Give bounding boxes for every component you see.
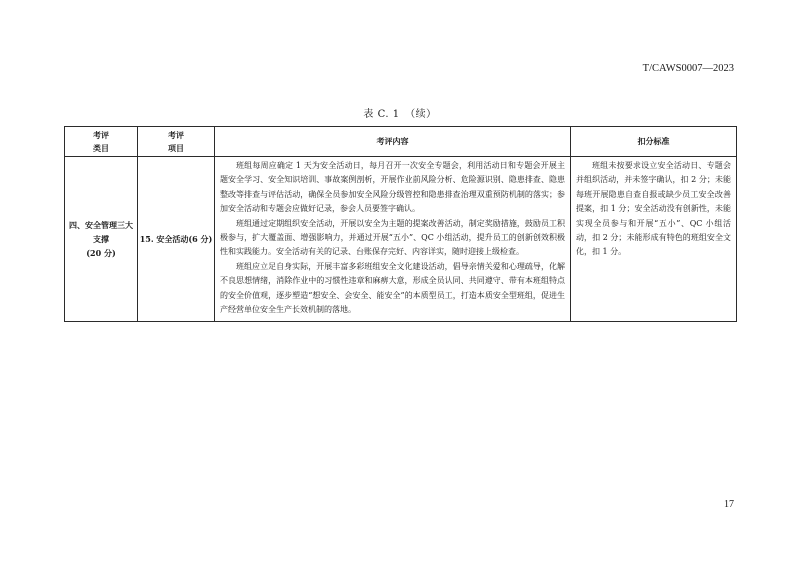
table-row: [65, 157, 737, 322]
deduction-text: 班组未按要求设立安全活动日、专题会并组织活动，并未签字确认，扣 2 分；未能每班开展隐患自查自报或缺少员工安全改善提案，扣 1 分；安全活动没有创新性，未能实现全员参与和开展“五小”、QC 小组活动，扣 2 分；未能形成有特色的班组安全文化，扣 1 分。: [576, 161, 731, 257]
column-header-item-line1: 考评: [168, 129, 184, 140]
evaluation-table: [64, 126, 737, 322]
table-caption: 表 C. 1 （续）: [363, 109, 437, 120]
column-header-item-line2: 项目: [168, 142, 184, 153]
category-cell: [65, 157, 138, 322]
category-line1: 四、安全管理三大: [69, 219, 133, 230]
column-header-deduction: 扣分标准: [571, 127, 737, 157]
content-paragraph-2: 班组通过定期组织安全活动，开展以安全为主题的提案改善活动，制定奖励措施，鼓励员工积极参与，扩大覆盖面、增强影响力，并通过开展“五小”、QC 小组活动，提升员工的创新创效积极性和实践能力。安全活动有关的记录、台账保存完好、内容详实，随时迎接上级检查。: [220, 218, 565, 257]
category-line2: 支撑: [93, 234, 109, 245]
document-code: T/CAWS0007—2023: [642, 63, 734, 74]
page-number: 17: [724, 499, 734, 510]
content-paragraph-1: 班组每周应确定 1 天为安全活动日，每月召开一次安全专题会，利用活动日和专题会开展主题安全学习、安全知识培训、事故案例剖析，开展作业前风险分析、危险源识别、隐患排查、隐患整改等排查与评估活动，确保全员参加安全风险分级管控和隐患排查治理双重预防机制的落实；参加安全活动和专题会应做好记录，参会人员要签字确认。: [220, 161, 565, 214]
content-paragraph-3: 班组应立足自身实际，开展丰富多彩班组安全文化建设活动，倡导亲情关爱和心理疏导，化解不良思想情绪，消除作业中的习惯性违章和麻痹大意，形成全员认同、共同遵守、带有本班组特点的安全价值观，逐步塑造“想安全、会安全、能安全”的本质型员工，打造本质安全型班组，促进生产经营单位安全生产长效机制的落地。: [220, 261, 565, 315]
category-line3: (20 分): [86, 248, 116, 259]
table-header-row: [65, 127, 737, 157]
content-cell: [215, 157, 571, 322]
deduction-cell: [571, 157, 737, 322]
column-header-category-line1: 考评: [93, 129, 109, 140]
column-header-content: 考评内容: [215, 127, 571, 157]
column-header-category-line2: 类目: [93, 142, 109, 153]
column-header-item: [138, 127, 215, 157]
column-header-category: [65, 127, 138, 157]
item-cell: 15. 安全活动(6 分): [138, 157, 215, 322]
